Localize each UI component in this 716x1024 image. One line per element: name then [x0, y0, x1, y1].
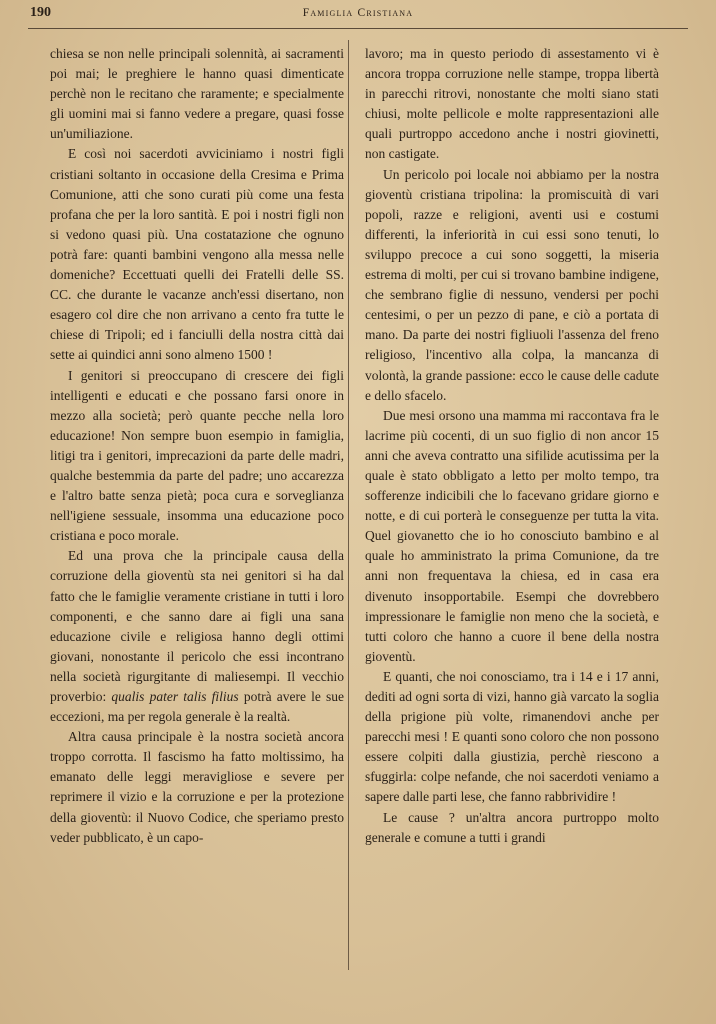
- column-divider: [348, 40, 349, 970]
- running-title: Famiglia Cristiana: [302, 7, 414, 19]
- right-column: [365, 44, 659, 848]
- paragraph: E quanti, che noi conosciamo, tra i 14 e i 17 anni, dediti ad ogni sorta di vizi, hanno già varcato la soglia della prigione più volte, rimanendovi anche per parecchi mesi ! E quanti sono coloro che non possono essere colpiti dalla giustizia, perchè riescono a sfuggirla: colpe nefande, che noi sacerdoti veniamo a sapere dalle parti lese, che fanno rabbrividire !: [365, 668, 659, 805]
- paragraph: Altra causa principale è la nostra società ancora troppo corrotta. Il fascismo ha fatto moltissimo, ha emanato delle leggi meravigliose e severe per reprimere il vizio e la corruzione e per la protezione della gioventù: il Nuovo Codice, che speriamo presto veder pubblicato, è un capo-: [50, 729, 344, 845]
- paragraph: Un pericolo poi locale noi abbiamo per la nostra gioventù cristiana tripolina: la promiscuità di vari popoli, razze e religioni, aventi usi e costumi differenti, la inferiorità in cui essi sono tenuti, lo sviluppo precoce a cui sono soggetti, la miseria estrema di molti, per cui si trovano bambine indigene, che sembrano figlie di nessuno, vendersi per pochi centesimi, o per un pezzo di pane, e ciò a portata di mano. Da parte dei nostri figliuoli l'assenza del freno religioso, l'incentivo alla colpa, la mancanza di volontà, la grande passione: ecco le cause delle cadute e dello sfacelo.: [365, 166, 659, 403]
- paragraph: [50, 546, 344, 727]
- page-header: [0, 0, 716, 30]
- paragraph: chiesa se non nelle principali solennità, ai sacramenti poi mai; le preghiere le hanno quasi dimenticate perchè non le recitano che raramente; e specialmente gli uomini mai si fanno vedere a pregare, quasi fosse un'umiliazione.: [50, 46, 344, 142]
- paragraph-text: Ed una prova che la principale causa della corruzione della gioventù sta nei genitori si ha dal fatto che le famiglie veramente cristiane in tutti i loro componenti, e che sanno dare ai figli una sana educazione civile e religiosa hanno degli ottimi giovani, nonostante il pericolo che essi incontrano nella società rigurgitante di maliesempi. Il vecchio proverbio:: [50, 548, 344, 704]
- paragraph: lavoro; ma in questo periodo di assestamento vi è ancora troppa corruzione nelle stampe, troppa libertà in parecchi ritrovi, nonostante che molti siano stati chiusi, molte pellicole e molte rappresentazioni alle quali purtroppo accedono anche i nostri giovinetti, non castigate.: [365, 46, 659, 162]
- paragraph-text: potrà avere le sue eccezioni, ma per regola generale è la realtà.: [50, 689, 344, 725]
- header-rule: [28, 28, 688, 29]
- paragraph: Le cause ? un'altra ancora purtroppo molto generale e comune a tutti i grandi: [365, 809, 659, 845]
- page-number: 190: [30, 5, 51, 20]
- paragraph: I genitori si preoccupano di crescere dei figli intelligenti e educati e che possano farsi onore in mezzo alla società; però quante pecche nella loro educazione! Non sempre buon esempio in famiglia, litigi tra i genitori, imprecazioni da parte delle madri, qualche bestemmia da parte del padre; uno accarezza e l'altro batte senza pietà; poca cura e sorveglianza nell'igiene sessuale, insomma una educazione poco cristiana e poco morale.: [50, 367, 344, 544]
- paragraph: E così noi sacerdoti avviciniamo i nostri figli cristiani soltanto in occasione della Cresima e Prima Comunione, atti che sono curati più come una festa profana che per la loro santità. E poi i nostri figli non si vedono quasi più. Una costatazione che ognuno potrà fare: quanti bambini vengono alla messa nelle domeniche? Eccettuati quelli dei Fratelli delle SS. CC. che durante le vacanze anch'essi disertano, non esagero col dire che non arrivano a cento fra tutte le chiese di Tripoli; ed i fanciulli della nostra città dai sette ai quindici anni sono almeno 1500 !: [50, 146, 344, 363]
- latin-proverb: qualis pater talis filius: [111, 689, 239, 704]
- paragraph: Due mesi orsono una mamma mi raccontava fra le lacrime più cocenti, di un suo figlio di non ancor 15 anni che aveva contratto una sifilide acutissima per la quale è stato obbligato a letto per molto tempo, tra sofferenze indicibili che lo facevano gridare giorno e notte, e di cui porterà le conseguenze per tutta la vita. Quel giovanetto che io ho conosciuto bambino e al quale ho amministrato la prima Comunione, da tre anni non frequentava la chiesa, ed in casa era divenuto insopportabile. Esempi che dovrebbero impressionare le famiglie non meno che la società, e tutti coloro che hanno a cuore il bene della nostra gioventù.: [365, 407, 659, 664]
- left-column: [50, 44, 344, 848]
